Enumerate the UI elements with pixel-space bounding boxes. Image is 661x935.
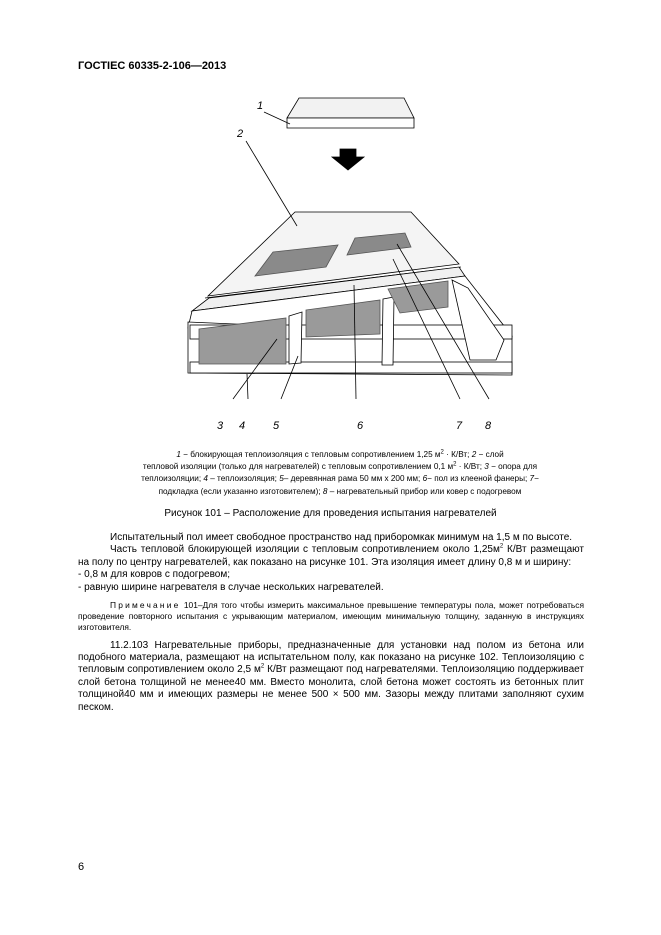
paragraph-insulation-sup: 2: [499, 544, 504, 551]
legend-text-1b: · К/Вт;: [443, 450, 472, 459]
blocking-insulation-block: [287, 98, 414, 128]
paragraph-11-2-103-sup: 2: [260, 664, 265, 671]
list-item-heaters: - равную ширине нагревателя в случае нескольких нагревателей.: [78, 581, 384, 593]
legend-text-8: – нагревательный прибор или ковер с подогревом: [327, 486, 522, 496]
down-arrow-icon: [332, 149, 364, 170]
test-arrangement-figure: [0, 0, 661, 440]
legend-sup-2: 2: [453, 461, 457, 468]
list-item-carpets: - 0,8 м для ковров с подогревом;: [78, 569, 230, 581]
paragraph-insulation: [78, 544, 584, 569]
label-6: 6: [357, 420, 364, 432]
legend-num-1: 1: [176, 450, 181, 459]
legend-num-2: 2: [471, 450, 477, 459]
legend-num-4: 4: [203, 474, 208, 484]
legend-num-8: 8: [322, 486, 328, 496]
legend-num-7: 7: [529, 474, 535, 484]
legend-text-2b: · К/Вт;: [456, 462, 485, 472]
body-section-1: [78, 532, 584, 714]
legend-text-7: −: [534, 474, 539, 484]
legend-line-2: тепловой изоляции (только для нагревателей) с тепловым сопротивлением 0,1 м: [142, 462, 454, 472]
legend-line-4: подкладка (если указанно изготовителем);: [158, 486, 323, 496]
legend-sup-1: 2: [440, 449, 444, 456]
note-text: 101–Для того чтобы измерить максимальное превышение температуры пола, может потребоваться проведение повторного испытания с укрывающим материалом, имеющим минимальную толщину, заданную в инструкциях изготовителя.: [78, 600, 584, 633]
paragraph-insulation-a: Часть тепловой блокирующей изоляции с тепловым сопротивлением около 1,25м: [110, 544, 500, 556]
label-2: 2: [237, 128, 244, 140]
note-label: Примечание: [110, 600, 181, 611]
legend-text-5: – деревянная рама 50 мм х 200 мм;: [283, 474, 423, 484]
figure-title: Рисунок 101 – Расположение для проведения испытания нагревателей: [164, 508, 497, 519]
label-7: 7: [456, 420, 463, 432]
legend-text-6: − пол из клееной фанеры;: [427, 474, 530, 484]
paragraph-test-floor: Испытательный пол имеет свободное пространство над приборомкак минимум на 1,5 м по высоте.: [110, 532, 573, 543]
legend-line-3: теплоизоляции;: [141, 474, 204, 484]
legend-num-5: 5: [279, 474, 284, 484]
label-3: 3: [217, 420, 224, 432]
label-4: 4: [239, 420, 246, 432]
figure-legend: [95, 449, 585, 498]
legend-text-2: − слой: [476, 450, 504, 459]
legend-num-3: 3: [484, 462, 489, 472]
label-5: 5: [273, 420, 280, 432]
paragraph-11-2-103: [78, 640, 584, 714]
legend-text-4: – теплоизоляция;: [207, 474, 280, 484]
paragraph-11-2-103-b: К/Вт размещают под нагревателями. Теплоизоляцию поддерживает слой бетона толщиной не менее40 мм. Вместо монолита, слой бетона может состоять из бетонных плит толщиной40 мм и имеющих размеры не менее 500 × 500 мм. Зазоры между плитами заполняют сухим песком.: [78, 664, 584, 713]
label-1: 1: [257, 100, 264, 112]
legend-text-1: − блокирующая теплоизоляция с тепловым сопротивлением 1,25 м: [180, 450, 441, 459]
legend-num-6: 6: [422, 474, 428, 484]
document-header: ГОСТIEC 60335-2-106—2013: [78, 60, 227, 72]
label-8: 8: [485, 420, 492, 432]
paragraph-insulation-b: К/Вт размещают на полу по центру нагревателей, как показано на рисунке 101. Эта изоляция имеет длину 0,8 м и ширину:: [78, 544, 584, 568]
note: [78, 600, 584, 634]
paragraph-11-2-103-a: 11.2.103 Нагревательные приборы, предназначенные для установки над полом из бетона или подобного материала, размещают на испытательном полу, как показано на рисунке 102. Теплоизоляцию с тепловым сопротивлением около 2,5 м: [78, 639, 584, 676]
page-number: 6: [78, 861, 85, 873]
legend-text-3: − опора для: [488, 462, 538, 472]
